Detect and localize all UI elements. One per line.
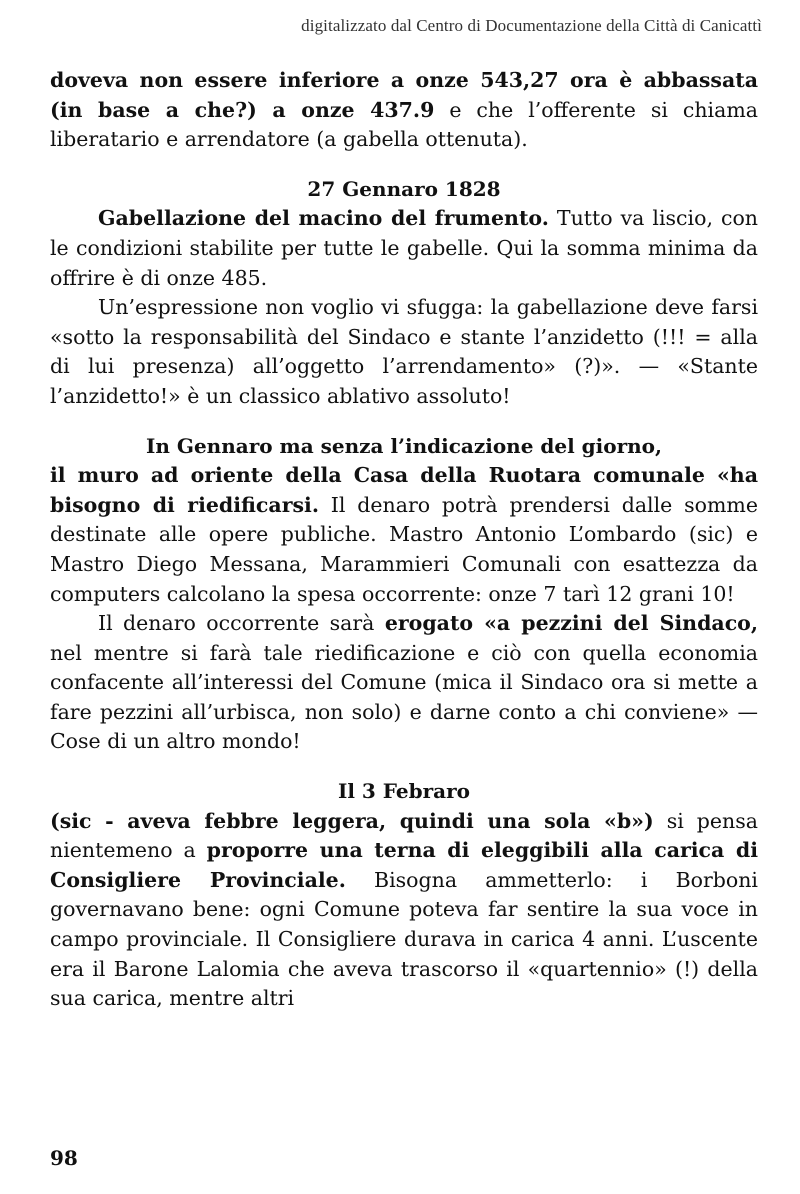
body-text: e che l’offerente si chiama liberatario e arrendatore (a gabella ottenuta). bbox=[50, 97, 758, 152]
digitization-credit: digitalizzato dal Centro di Documentazione della Città di Canicattì bbox=[301, 16, 762, 35]
paragraph-consigliere-provinciale bbox=[50, 807, 758, 1014]
page-body bbox=[50, 66, 758, 1014]
paragraph-denaro-occorrente bbox=[50, 609, 758, 757]
section-heading-gennaro-senza-giorno: In Gennaro ma senza l’indicazione del giorno, bbox=[146, 433, 662, 458]
page-number: 98 bbox=[50, 1146, 78, 1170]
body-text: Tutto va liscio, con le condizioni stabilite per tutte le gabelle. Qui la somma minima da offrire è di onze 485. bbox=[50, 206, 759, 290]
bold-text: Gabellazione del macino del frumento. bbox=[98, 206, 549, 231]
section-heading-3-febraro: Il 3 Febraro bbox=[338, 779, 470, 804]
body-text: Il denaro potrà prendersi dalle somme destinate alle opere publiche. Mastro Antonio L’ombardo (sic) e Mastro Diego Messana, Marammieri Comunali con esattezza da computers calcolano la spesa occorrente: onze 7 tarì 12 grani 10! bbox=[50, 492, 758, 606]
paragraph-espressione bbox=[50, 293, 758, 411]
body-text: si pensa nientemeno a bbox=[50, 808, 758, 863]
bold-text: doveva non essere inferiore a onze 543,27 ora è abbassata (in base a che?) a onze 437.9 bbox=[50, 68, 758, 122]
body-text: Un’espressione non voglio vi sfugga: la gabellazione deve farsi «sotto la responsabilità del Sindaco e stante l’anzidetto (!!! = alla di lui presenza) all’oggetto l’arrendamento» (?)». — «Stante l’anzidetto!» è un classico ablativo assoluto! bbox=[50, 295, 758, 408]
paragraph-gabella-continuation bbox=[50, 66, 758, 155]
body-text: Bisogna ammetterlo: i Borboni governavano bene: ogni Comune poteva far sentire la sua voce in campo provinciale. Il Consigliere durava in carica 4 anni. L’uscente era il Barone Lalomia che aveva trascorso il «quartennio» (!) della sua carica, mentre altri bbox=[50, 867, 758, 1011]
bold-text: proporre una terna di eleggibili alla carica di Consigliere Provinciale. bbox=[50, 838, 758, 892]
bold-text: il muro ad oriente della Casa della Ruotara comunale «ha bisogno di riedificarsi. bbox=[50, 463, 758, 517]
bold-text: erogato «a pezzini del Sindaco, bbox=[384, 611, 758, 636]
body-text: Il denaro occorrente sarà bbox=[98, 611, 385, 636]
paragraph-macino bbox=[50, 204, 758, 293]
bold-text: (sic - aveva febbre leggera, quindi una sola «b») bbox=[50, 808, 654, 833]
body-text: nel mentre si farà tale riedificazione e ciò con quella economia confacente all’interessi del Comune (mica il Sindaco ora si mette a fare pezzini all’urbisca, non solo) e darne conto a chi conviene» — Cose di un altro mondo! bbox=[50, 640, 758, 754]
section-heading-27-gennaro: 27 Gennaro 1828 bbox=[307, 176, 501, 201]
paragraph-muro-ruotara bbox=[50, 461, 758, 609]
